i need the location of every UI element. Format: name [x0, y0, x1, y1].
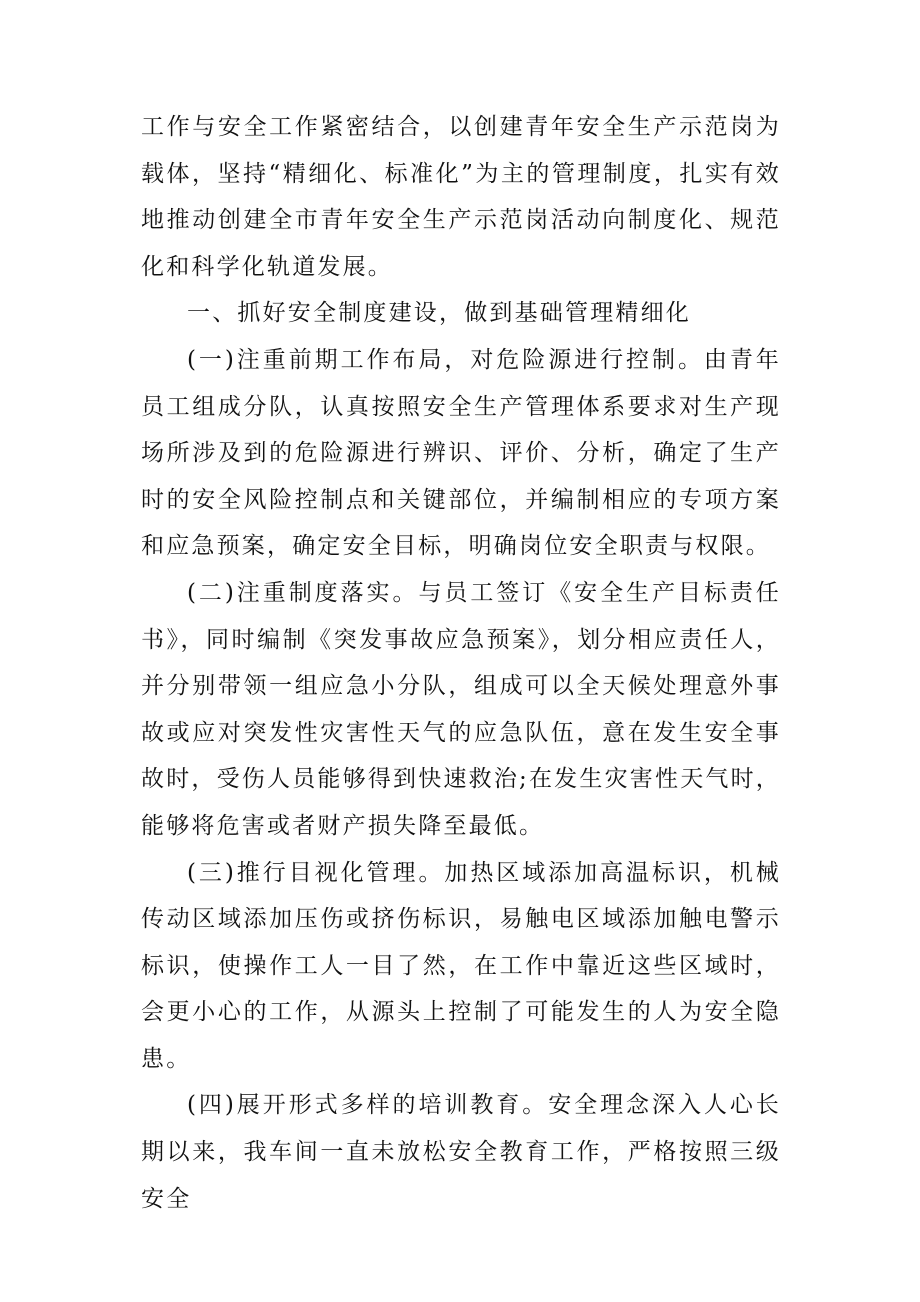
paragraph-item-1: (一)注重前期工作布局，对危险源进行控制。由青年员工组成分队，认真按照安全生产管理体系要求对生产现场所涉及到的危险源进行辨识、评价、分析，确定了生产时的安全风险控制点和关键部位，并编制相应的专项方案和应急预案，确定安全目标，明确岗位安全职责与权限。 — [141, 346, 781, 560]
document-body — [141, 104, 781, 1222]
paragraph-item-2: (二)注重制度落实。与员工签订《安全生产目标责任书》，同时编制《突发事故应急预案》，划分相应责任人，并分别带领一组应急小分队，组成可以全天候处理意外事故或应对突发性灾害性天气的应急队伍，意在发生安全事故时，受伤人员能够得到快速救治;在发生灾害性天气时，能够将危害或者财产损失降至最低。 — [141, 579, 781, 839]
paragraph-intro: 工作与安全工作紧密结合，以创建青年安全生产示范岗为载体，坚持“精细化、标准化”为主的管理制度，扎实有效地推动创建全市青年安全生产示范岗活动向制度化、规范化和科学化轨道发展。 — [141, 114, 781, 280]
section-heading: 一、抓好安全制度建设，做到基础管理精细化 — [187, 300, 691, 327]
paragraph-item-3: (三)推行目视化管理。加热区域添加高温标识，机械传动区域添加压伤或挤伤标识，易触电区域添加触电警示标识，使操作工人一目了然，在工作中靠近这些区域时，会更小心的工作，从源头上控制了可能发生的人为安全隐患。 — [141, 859, 781, 1072]
paragraph-item-4: (四)展开形式多样的培训教育。安全理念深入人心长期以来，我车间一直未放松安全教育工作，严格按照三级安全 — [141, 1092, 781, 1212]
